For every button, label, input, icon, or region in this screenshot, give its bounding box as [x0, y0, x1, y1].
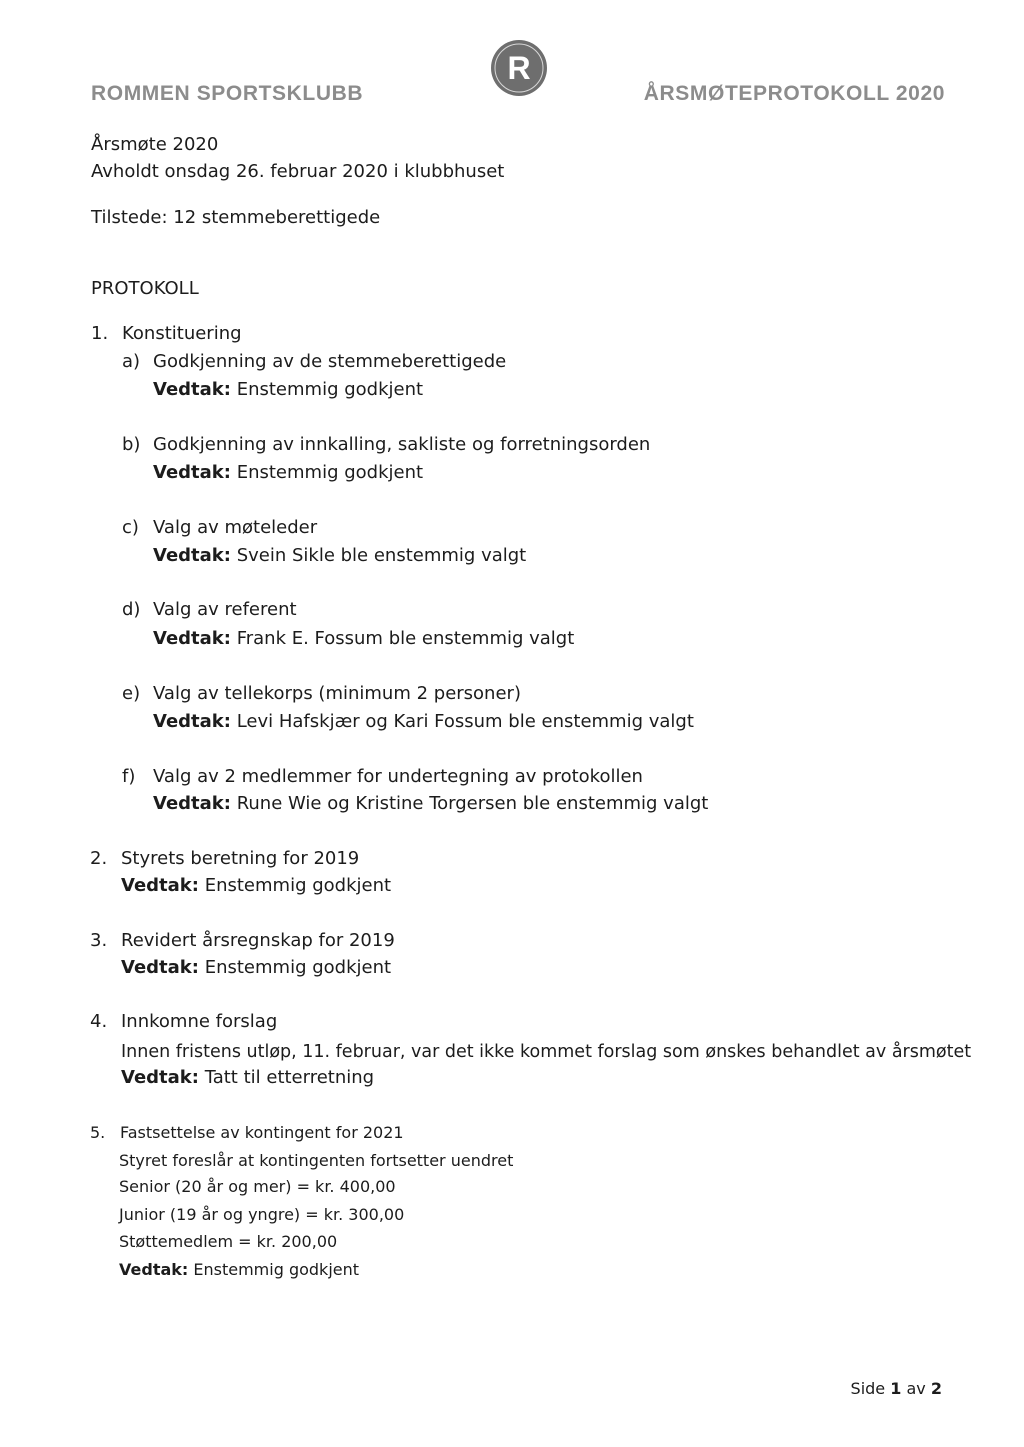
- fee-line: Støttemedlem = kr. 200,00: [119, 1232, 338, 1251]
- decision-label: Vedtak:: [121, 1067, 199, 1088]
- decision-line: [153, 461, 423, 485]
- page-number-separator: av: [906, 1379, 926, 1398]
- decision-line: [153, 378, 423, 402]
- item-title: Styrets beretning for 2019: [121, 848, 360, 869]
- item-title: Fastsettelse av kontingent for 2021: [120, 1123, 404, 1142]
- item-number: 4.: [90, 1011, 108, 1032]
- decision-text: Frank E. Fossum ble enstemmig valgt: [236, 628, 575, 649]
- decision-line: [153, 710, 694, 734]
- decision-text: Enstemmig godkjent: [236, 379, 424, 400]
- club-logo: [489, 38, 549, 98]
- decision-text: Svein Sikle ble enstemmig valgt: [236, 545, 527, 566]
- decision-text: Enstemmig godkjent: [193, 1260, 360, 1279]
- sub-item-letter: e): [122, 683, 141, 704]
- club-name: ROMMEN SPORTSKLUBB: [91, 82, 364, 105]
- fee-line: Junior (19 år og yngre) = kr. 300,00: [119, 1205, 405, 1224]
- decision-label: Vedtak:: [153, 793, 231, 814]
- decision-text: Levi Hafskjær og Kari Fossum ble enstemmig valgt: [236, 711, 694, 732]
- page-number: [851, 1379, 942, 1398]
- decision-label: Vedtak:: [121, 957, 199, 978]
- decision-label: Vedtak:: [153, 711, 231, 732]
- decision-line: [121, 956, 391, 980]
- sub-item-letter: c): [122, 517, 139, 538]
- fee-line: Senior (20 år og mer) = kr. 400,00: [119, 1177, 396, 1196]
- decision-label: Vedtak:: [153, 628, 231, 649]
- sub-item-title: Valg av tellekorps (minimum 2 personer): [153, 683, 521, 704]
- page-number-prefix: Side: [850, 1379, 886, 1398]
- item-title: Konstituering: [122, 323, 242, 344]
- decision-line: [153, 627, 574, 651]
- decision-text: Tatt til etterretning: [204, 1067, 375, 1088]
- item-number: 5.: [90, 1123, 106, 1142]
- item-title: Revidert årsregnskap for 2019: [121, 930, 395, 951]
- sub-item-title: Valg av 2 medlemmer for undertegning av protokollen: [153, 766, 643, 787]
- decision-label: Vedtak:: [119, 1260, 189, 1279]
- document-title: ÅRSMØTEPROTOKOLL 2020: [643, 82, 945, 105]
- page-total: 2: [930, 1379, 942, 1398]
- decision-line: [153, 544, 526, 568]
- section-heading: PROTOKOLL: [91, 278, 199, 299]
- item-body-text: Innen fristens utløp, 11. februar, var det ikke kommet forslag som ønskes behandlet av årsmøtet: [121, 1042, 972, 1062]
- decision-text: Rune Wie og Kristine Torgersen ble enstemmig valgt: [236, 793, 709, 814]
- sub-item-letter: d): [122, 599, 141, 620]
- sub-item-letter: f): [122, 766, 136, 787]
- item-number: 3.: [90, 930, 108, 951]
- sub-item-title: Valg av referent: [153, 599, 297, 620]
- meeting-held: Avholdt onsdag 26. februar 2020 i klubbhuset: [91, 161, 505, 182]
- decision-line: [153, 792, 708, 816]
- sub-item-title: Godkjenning av innkalling, sakliste og forretningsorden: [153, 434, 651, 455]
- sub-item-letter: a): [122, 351, 141, 372]
- decision-text: Enstemmig godkjent: [204, 957, 392, 978]
- decision-text: Enstemmig godkjent: [236, 462, 424, 483]
- decision-label: Vedtak:: [153, 545, 231, 566]
- item-title: Innkomne forslag: [121, 1011, 278, 1032]
- decision-label: Vedtak:: [121, 875, 199, 896]
- item-body-text: Styret foreslår at kontingenten fortsetter uendret: [119, 1151, 514, 1170]
- decision-line: [121, 1066, 374, 1090]
- sub-item-letter: b): [122, 434, 141, 455]
- decision-text: Enstemmig godkjent: [204, 875, 392, 896]
- decision-label: Vedtak:: [153, 462, 231, 483]
- meeting-title: Årsmøte 2020: [91, 134, 219, 155]
- sub-item-title: Godkjenning av de stemmeberettigede: [153, 351, 507, 372]
- decision-label: Vedtak:: [153, 379, 231, 400]
- decision-line: [121, 874, 391, 898]
- sub-item-title: Valg av møteleder: [153, 517, 318, 538]
- logo-letter: R: [507, 50, 531, 86]
- item-number: 1.: [91, 323, 109, 344]
- decision-line: [119, 1258, 359, 1282]
- item-number: 2.: [90, 848, 108, 869]
- attendance: Tilstede: 12 stemmeberettigede: [91, 207, 381, 228]
- page-current: 1: [890, 1379, 902, 1398]
